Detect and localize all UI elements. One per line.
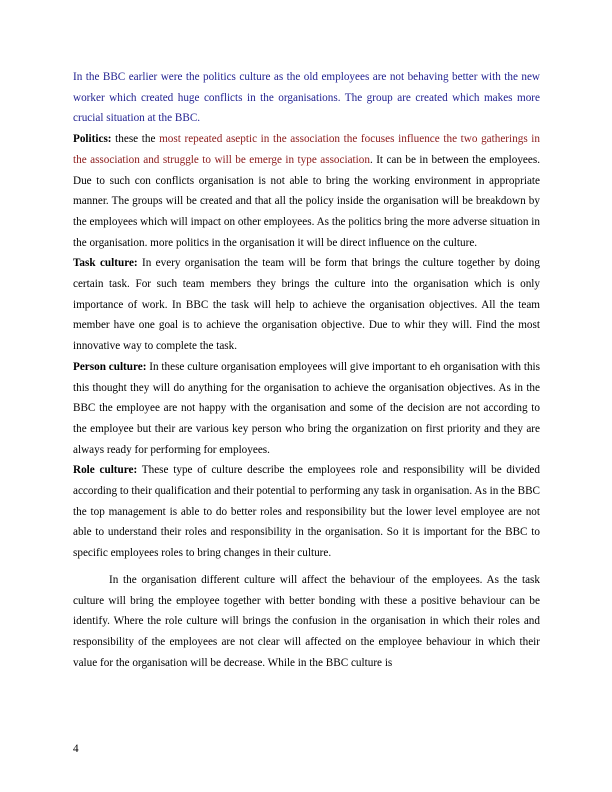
- role-culture-heading: Role culture:: [73, 464, 138, 477]
- role-culture-paragraph: [73, 460, 540, 564]
- politics-paragraph: [73, 129, 540, 253]
- person-culture-heading: Person culture:: [73, 360, 147, 373]
- politics-body-text: . It can be in between the employees. Due to such con conflicts organisation is not able to bring the working environment in appropriate manner. The groups will be created and that all the policy inside the organisation will be breakdown by the employees which will impact on other employees. As the politics bring the more adverse situation in the organisation. more politics in the organisation it will be direct influence on the culture.: [73, 153, 540, 249]
- role-culture-body-text: These type of culture describe the employees role and responsibility will be divided according to their qualification and their potential to performing any task in organisation. As in the BBC the top management is able to do better roles and responsibility but the lower level employee are not able to understand their roles and responsibility in the organisation. So it is important for the BBC to specific employees roles to bring changes in their culture.: [73, 464, 540, 560]
- task-culture-body-text: In every organisation the team will be form that brings the culture together by doing certain task. For such team members they brings the culture into the organisation which is only importance of work. In BBC the task will help to achieve the organisation objectives. All the team member have one goal is to achieve the organisation objective. Due to whir they will. Find the most innovative way to complete the task.: [73, 257, 540, 353]
- task-culture-heading: Task culture:: [73, 257, 138, 270]
- politics-heading: Politics:: [73, 133, 112, 146]
- document-page: [73, 67, 540, 673]
- task-culture-paragraph: [73, 253, 540, 357]
- politics-highlight-text: most repeated aseptic in the association the focuses influence the two gatherings in the association and struggle to will be emerge in type association: [73, 133, 541, 166]
- closing-paragraph: In the organisation different culture will affect the behaviour of the employees. As the task culture will bring the employee together with better bonding with these a positive behaviour can be identify. Where the role culture will brings the confusion in the organisation in which their roles and responsibility of the employees are not clear will affected on the employee behaviour in which their value for the organisation will be decrease. While in the BBC culture is: [73, 573, 540, 669]
- person-culture-paragraph: [73, 357, 540, 461]
- page-number: 4: [73, 743, 79, 755]
- person-culture-body-text: In these culture organisation employees will give important to eh organisation with this this thought they will do anything for the organisation to achieve the organisation objectives. As in the BBC the employee are not happy with the organisation and some of the decision are not according to the employee but their are various key person who bring the organization on first priority and they are always ready for performing for employees.: [73, 360, 540, 456]
- politics-lead-text: these the: [111, 133, 160, 146]
- intro-paragraph: In the BBC earlier were the politics culture as the old employees are not behaving better with the new worker which created huge conflicts in the organisations. The group are created which makes more crucial situation at the BBC.: [73, 71, 540, 125]
